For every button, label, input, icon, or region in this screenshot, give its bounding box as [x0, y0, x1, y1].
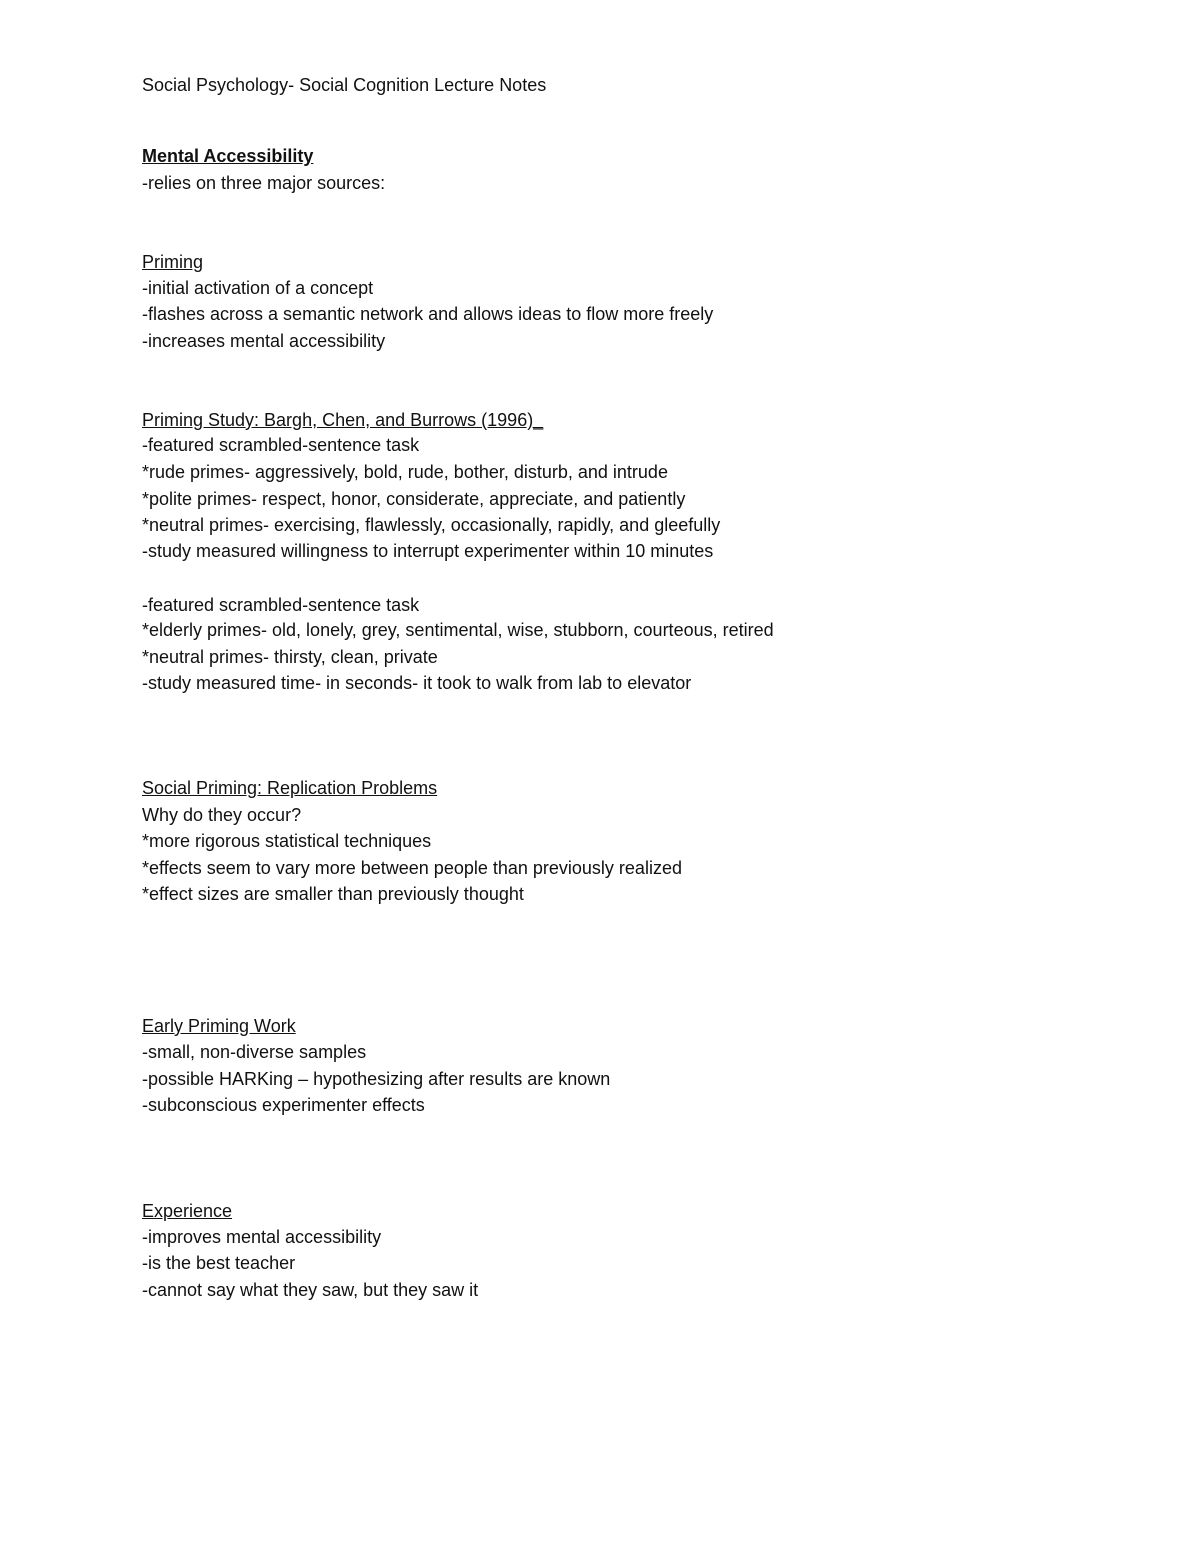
section-heading-mental-accessibility: Mental Accessibility: [142, 146, 314, 166]
note-line: -featured scrambled-sentence task: [142, 435, 420, 455]
section-heading-priming: Priming: [142, 252, 204, 272]
note-line: *rude primes- aggressively, bold, rude, bother, disturb, and intrude: [142, 462, 668, 482]
note-line: -cannot say what they saw, but they saw it: [142, 1280, 479, 1300]
section-heading-priming-study: Priming Study: Bargh, Chen, and Burrows (1996)_: [142, 410, 544, 430]
note-line: -study measured time- in seconds- it took to walk from lab to elevator: [142, 673, 692, 693]
note-line: *more rigorous statistical techniques: [142, 831, 432, 851]
note-line: -flashes across a semantic network and allows ideas to flow more freely: [142, 304, 714, 324]
note-line: *polite primes- respect, honor, considerate, appreciate, and patiently: [142, 489, 686, 509]
note-line: *effects seem to vary more between people than previously realized: [142, 858, 682, 878]
note-line: Why do they occur?: [142, 805, 302, 825]
note-line: -is the best teacher: [142, 1253, 296, 1273]
note-line: *neutral primes- exercising, flawlessly, occasionally, rapidly, and gleefully: [142, 515, 721, 535]
note-line: -increases mental accessibility: [142, 331, 386, 351]
note-line: -small, non-diverse samples: [142, 1042, 367, 1062]
note-line: -subconscious experimenter effects: [142, 1095, 425, 1115]
note-line: -possible HARKing – hypothesizing after results are known: [142, 1069, 611, 1089]
note-line: -featured scrambled-sentence task: [142, 595, 420, 615]
section-heading-experience: Experience: [142, 1201, 233, 1221]
note-line: -study measured willingness to interrupt experimenter within 10 minutes: [142, 541, 714, 561]
note-line: *elderly primes- old, lonely, grey, sentimental, wise, stubborn, courteous, retired: [142, 620, 774, 640]
section-heading-early-priming-work: Early Priming Work: [142, 1016, 296, 1036]
document-title: Social Psychology- Social Cognition Lecture Notes: [142, 75, 547, 95]
note-line: -improves mental accessibility: [142, 1227, 382, 1247]
note-line: *effect sizes are smaller than previously thought: [142, 884, 524, 904]
note-line: -relies on three major sources:: [142, 173, 386, 193]
note-line: -initial activation of a concept: [142, 278, 374, 298]
section-heading-replication-problems: Social Priming: Replication Problems: [142, 778, 438, 798]
note-line: *neutral primes- thirsty, clean, private: [142, 647, 438, 667]
